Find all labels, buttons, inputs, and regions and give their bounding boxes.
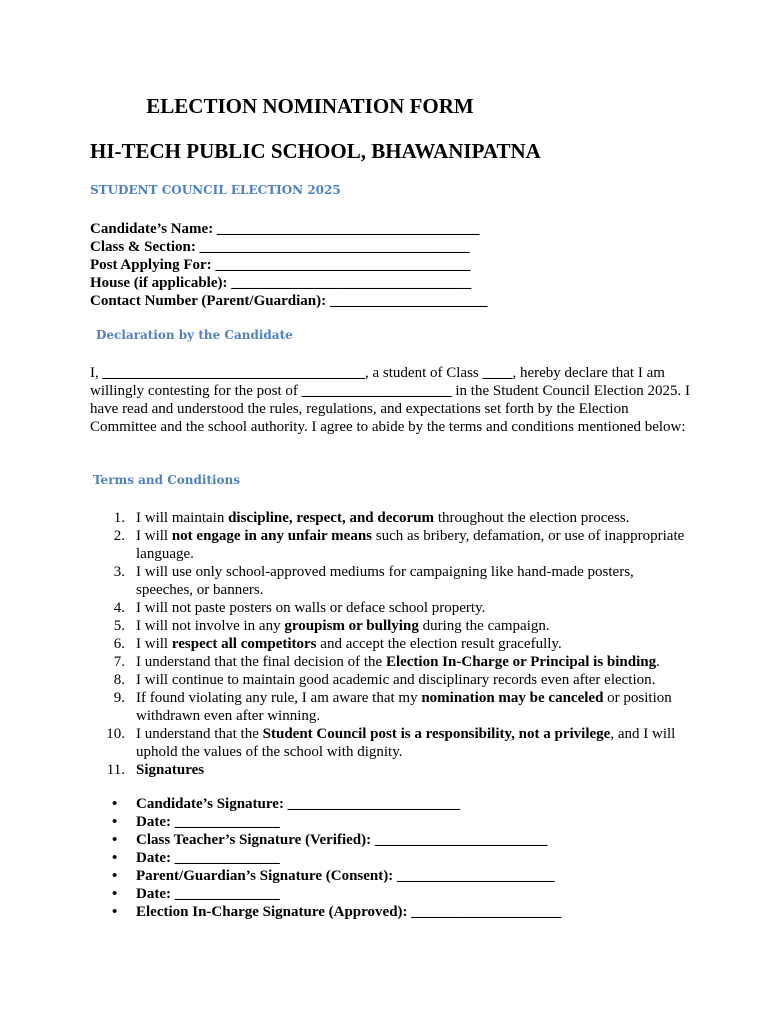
candidate-date-line bbox=[90, 813, 690, 831]
election-subtitle: STUDENT COUNCIL ELECTION 2025 bbox=[90, 183, 341, 197]
bullet-icon: • bbox=[112, 850, 118, 866]
term-text: I understand that the final decision of the bbox=[136, 654, 386, 670]
term-text: I will continue to maintain good academic and disciplinary records even after election. bbox=[136, 672, 656, 688]
post-blank: ____________________ bbox=[301, 383, 452, 399]
declaration-text-2: , a student of Class bbox=[365, 365, 483, 381]
class-section-field: Class & Section: ____________________________________ bbox=[90, 239, 470, 255]
declaration-text-3: , hereby declare that I am willingly contesting for the post of bbox=[90, 365, 665, 399]
election-incharge-signature-line bbox=[90, 903, 690, 921]
term-item bbox=[90, 653, 690, 671]
term-number: 4. bbox=[113, 600, 125, 616]
bullet-icon: • bbox=[112, 796, 118, 812]
term-item bbox=[90, 725, 690, 761]
form-title: ELECTION NOMINATION FORM bbox=[146, 94, 474, 118]
bullet-icon: • bbox=[112, 832, 118, 848]
term-number: 5. bbox=[113, 618, 125, 634]
terms-heading: Terms and Conditions bbox=[93, 473, 241, 487]
term-text: . bbox=[656, 654, 660, 670]
term-number: 9. bbox=[113, 690, 125, 706]
name-blank: ___________________________________ bbox=[102, 365, 365, 381]
term-emphasis: not engage in any unfair means bbox=[171, 528, 373, 544]
declaration-text-4: in the Student Council Election 2025. I have read and understood the rules, regulations, and expectations set forth by the Election Committee and the school authority. I agree to abide by the terms and conditions mentioned below: bbox=[90, 383, 690, 435]
term-item bbox=[90, 689, 690, 725]
signature-list bbox=[90, 795, 690, 921]
signature-text: Date: ______________ bbox=[136, 886, 280, 902]
declaration-text-1: I, bbox=[90, 365, 103, 381]
term-item bbox=[90, 527, 690, 563]
term-item bbox=[90, 671, 690, 689]
term-item bbox=[90, 761, 690, 779]
term-item bbox=[90, 617, 690, 635]
term-number: 1. bbox=[113, 510, 125, 526]
term-text: such as bribery, defamation, or use of inappropriate language. bbox=[136, 528, 685, 562]
signature-text: Date: ______________ bbox=[136, 814, 280, 830]
guardian-date-line bbox=[90, 885, 690, 903]
candidate-fields bbox=[90, 220, 487, 310]
term-text: I will not involve in any bbox=[136, 618, 285, 634]
term-number: 8. bbox=[113, 672, 125, 688]
contact-number-field: Contact Number (Parent/Guardian): _____________________ bbox=[90, 293, 488, 309]
declaration-heading: Declaration by the Candidate bbox=[96, 328, 293, 342]
term-text: I will bbox=[136, 528, 172, 544]
term-emphasis: nomination may be canceled bbox=[421, 690, 604, 706]
bullet-icon: • bbox=[112, 904, 118, 920]
signature-text: Parent/Guardian’s Signature (Consent): _____________________ bbox=[136, 868, 555, 884]
term-emphasis: respect all competitors bbox=[171, 636, 317, 652]
bullet-icon: • bbox=[112, 868, 118, 884]
signature-text: Election In-Charge Signature (Approved): ____________________ bbox=[136, 904, 562, 920]
candidate-name-field: Candidate’s Name: ___________________________________ bbox=[90, 221, 480, 237]
class-blank: ____ bbox=[482, 365, 513, 381]
term-emphasis: discipline, respect, and decorum bbox=[228, 510, 435, 526]
term-item bbox=[90, 635, 690, 653]
term-text: If found violating any rule, I am aware that my bbox=[136, 690, 422, 706]
term-emphasis: Election In-Charge or Principal is binding bbox=[385, 654, 657, 670]
term-number: 7. bbox=[113, 654, 125, 670]
signature-text: Candidate’s Signature: _______________________ bbox=[136, 796, 461, 812]
signature-text: Date: ______________ bbox=[136, 850, 280, 866]
term-text: , and I will uphold the values of the school with dignity. bbox=[136, 726, 676, 760]
term-item bbox=[90, 599, 690, 617]
school-name: HI-TECH PUBLIC SCHOOL, BHAWANIPATNA bbox=[90, 139, 541, 163]
signature-text: Class Teacher’s Signature (Verified): _______________________ bbox=[136, 832, 548, 848]
term-number: 3. bbox=[113, 564, 125, 580]
post-applying-field: Post Applying For: __________________________________ bbox=[90, 257, 471, 273]
bullet-icon: • bbox=[112, 886, 118, 902]
term-text: I will use only school-approved mediums for campaigning like hand-made posters, speeches, or banners. bbox=[136, 564, 634, 598]
teacher-signature-line bbox=[90, 831, 690, 849]
term-number: 11. bbox=[106, 762, 125, 778]
term-text: during the campaign. bbox=[418, 618, 550, 634]
guardian-signature-line bbox=[90, 867, 690, 885]
term-item bbox=[90, 563, 690, 599]
term-text: throughout the election process. bbox=[434, 510, 630, 526]
term-text: and accept the election result gracefully. bbox=[316, 636, 562, 652]
term-emphasis: groupism or bullying bbox=[284, 618, 419, 634]
term-number: 10. bbox=[106, 726, 125, 742]
candidate-signature-line bbox=[90, 795, 690, 813]
declaration-paragraph bbox=[90, 364, 690, 436]
term-text: I understand that the bbox=[136, 726, 263, 742]
house-field: House (if applicable): ________________________________ bbox=[90, 275, 472, 291]
term-text: I will maintain bbox=[136, 510, 229, 526]
term-number: 2. bbox=[113, 528, 125, 544]
teacher-date-line bbox=[90, 849, 690, 867]
term-text: I will bbox=[136, 636, 172, 652]
terms-list bbox=[90, 509, 690, 779]
term-text: I will not paste posters on walls or deface school property. bbox=[136, 600, 486, 616]
bullet-icon: • bbox=[112, 814, 118, 830]
term-emphasis: Student Council post is a responsibility, not a privilege bbox=[262, 726, 611, 742]
signatures-label: Signatures bbox=[136, 762, 205, 778]
term-item bbox=[90, 509, 690, 527]
term-text: or position withdrawn even after winning. bbox=[136, 690, 672, 724]
term-number: 6. bbox=[113, 636, 125, 652]
